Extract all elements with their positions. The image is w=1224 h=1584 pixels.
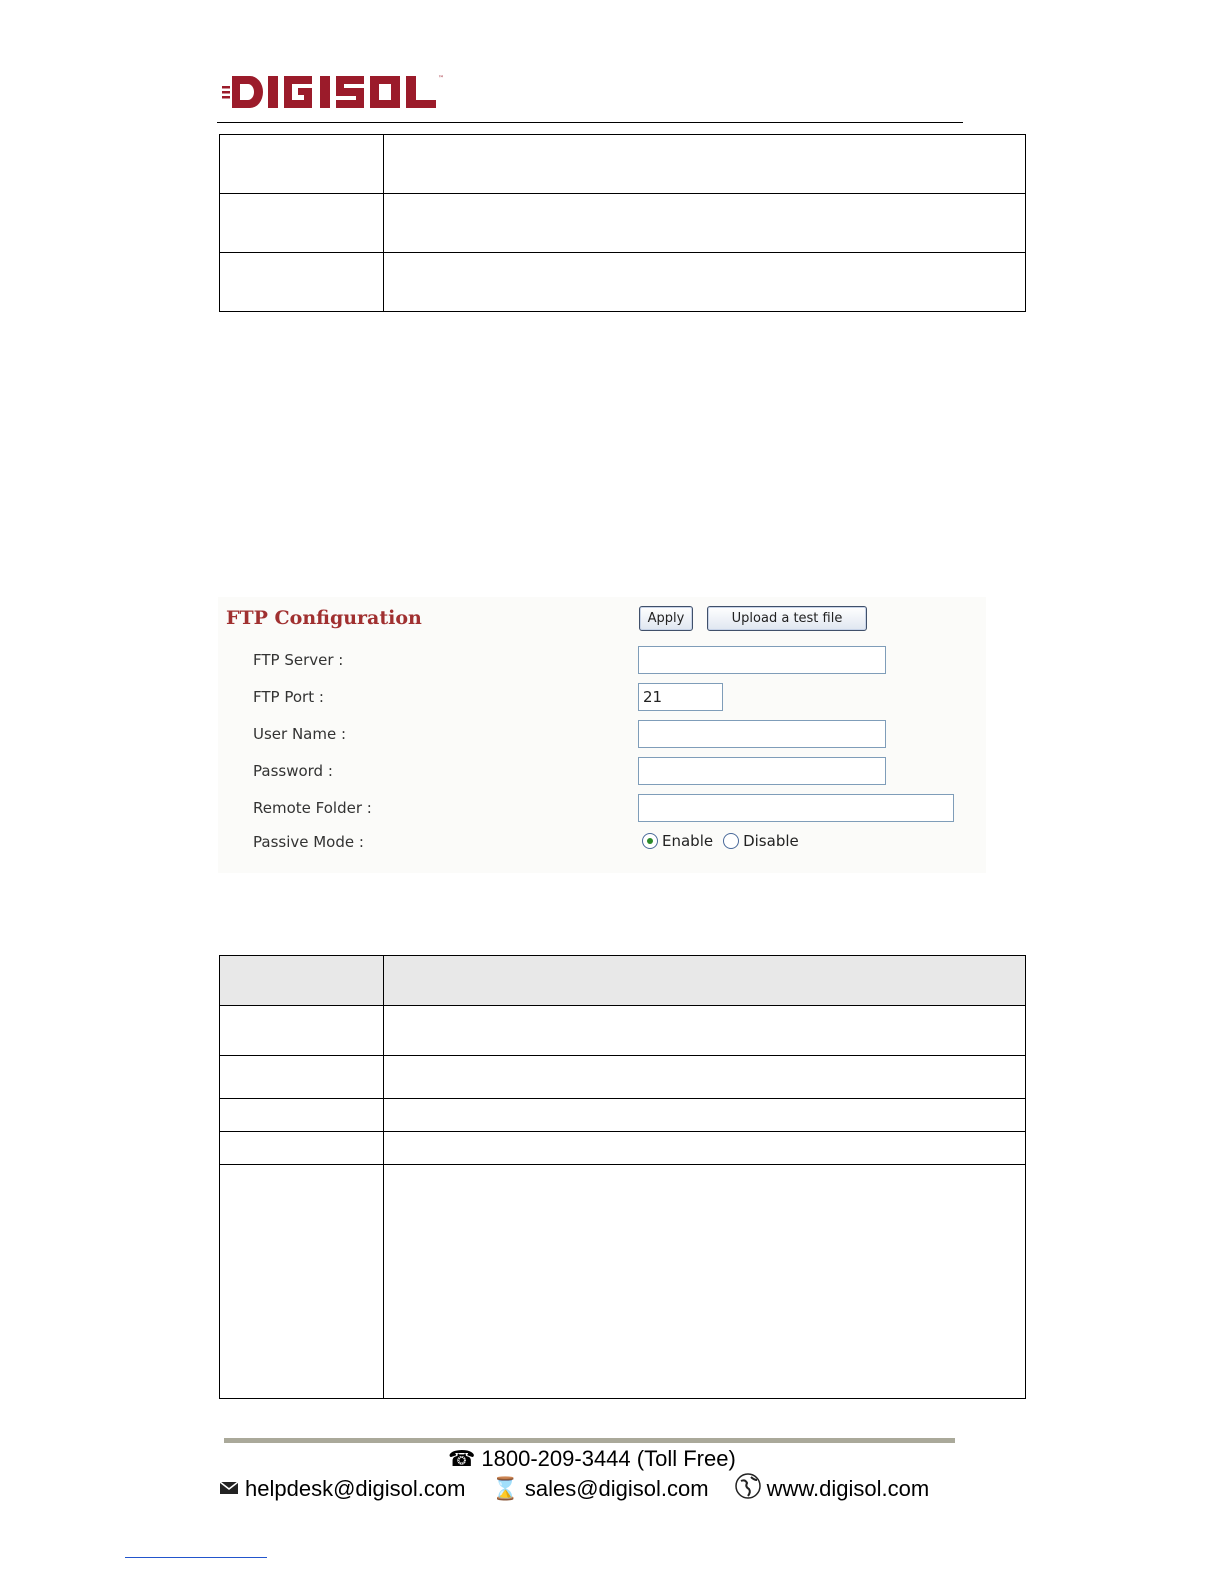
phone-number: 1800-209-3444 (Toll Free): [481, 1446, 736, 1471]
passive-mode-label: Passive Mode :: [253, 833, 364, 851]
user-name-input[interactable]: [638, 720, 886, 748]
globe-icon: [735, 1473, 761, 1505]
user-name-label: User Name :: [253, 725, 347, 743]
ftp-title: FTP Configuration: [226, 607, 422, 629]
table-row: [220, 253, 1026, 312]
remote-folder-input[interactable]: [638, 794, 954, 822]
ftp-server-input[interactable]: [638, 646, 886, 674]
svg-text:™: ™: [438, 75, 444, 82]
upload-test-file-button[interactable]: Upload a test file: [707, 606, 867, 631]
passive-disable-label[interactable]: Disable: [743, 832, 799, 850]
website-link[interactable]: www.digisol.com: [766, 1476, 930, 1501]
sales-email[interactable]: sales@digisol.com: [524, 1476, 709, 1501]
page-link-underline: [125, 1557, 267, 1558]
passive-mode-radio-group: [642, 832, 809, 850]
passive-enable-label[interactable]: Enable: [662, 832, 714, 850]
table-row: [220, 1056, 1026, 1099]
table-row: [220, 1099, 1026, 1132]
footer-phone: [448, 1446, 736, 1472]
apply-button[interactable]: Apply: [639, 606, 693, 631]
password-input[interactable]: [638, 757, 886, 785]
footer-contacts: [219, 1473, 955, 1505]
ftp-configuration-panel: [218, 597, 986, 873]
telephone-icon: ☎: [448, 1446, 476, 1471]
table-row: [220, 1132, 1026, 1165]
top-table: [219, 134, 1026, 312]
passive-disable-radio[interactable]: [723, 833, 739, 849]
remote-folder-label: Remote Folder :: [253, 799, 372, 817]
table-row: [220, 194, 1026, 253]
table-header-row: [220, 956, 1026, 1006]
helpdesk-email[interactable]: helpdesk@digisol.com: [245, 1476, 466, 1501]
header-divider: [217, 122, 963, 123]
hourglass-icon: ⌛: [491, 1476, 519, 1501]
digisol-logo: [222, 72, 448, 112]
passive-enable-radio[interactable]: [642, 833, 658, 849]
table-row: [220, 1165, 1026, 1399]
ftp-port-input[interactable]: 21: [638, 683, 723, 711]
table-row: [220, 1006, 1026, 1056]
footer-divider: [224, 1438, 955, 1443]
ftp-port-label: FTP Port :: [253, 688, 324, 706]
ftp-server-label: FTP Server :: [253, 651, 344, 669]
mail-icon: [219, 1476, 239, 1502]
parameter-table: [219, 955, 1026, 1399]
table-row: [220, 135, 1026, 194]
password-label: Password :: [253, 762, 333, 780]
